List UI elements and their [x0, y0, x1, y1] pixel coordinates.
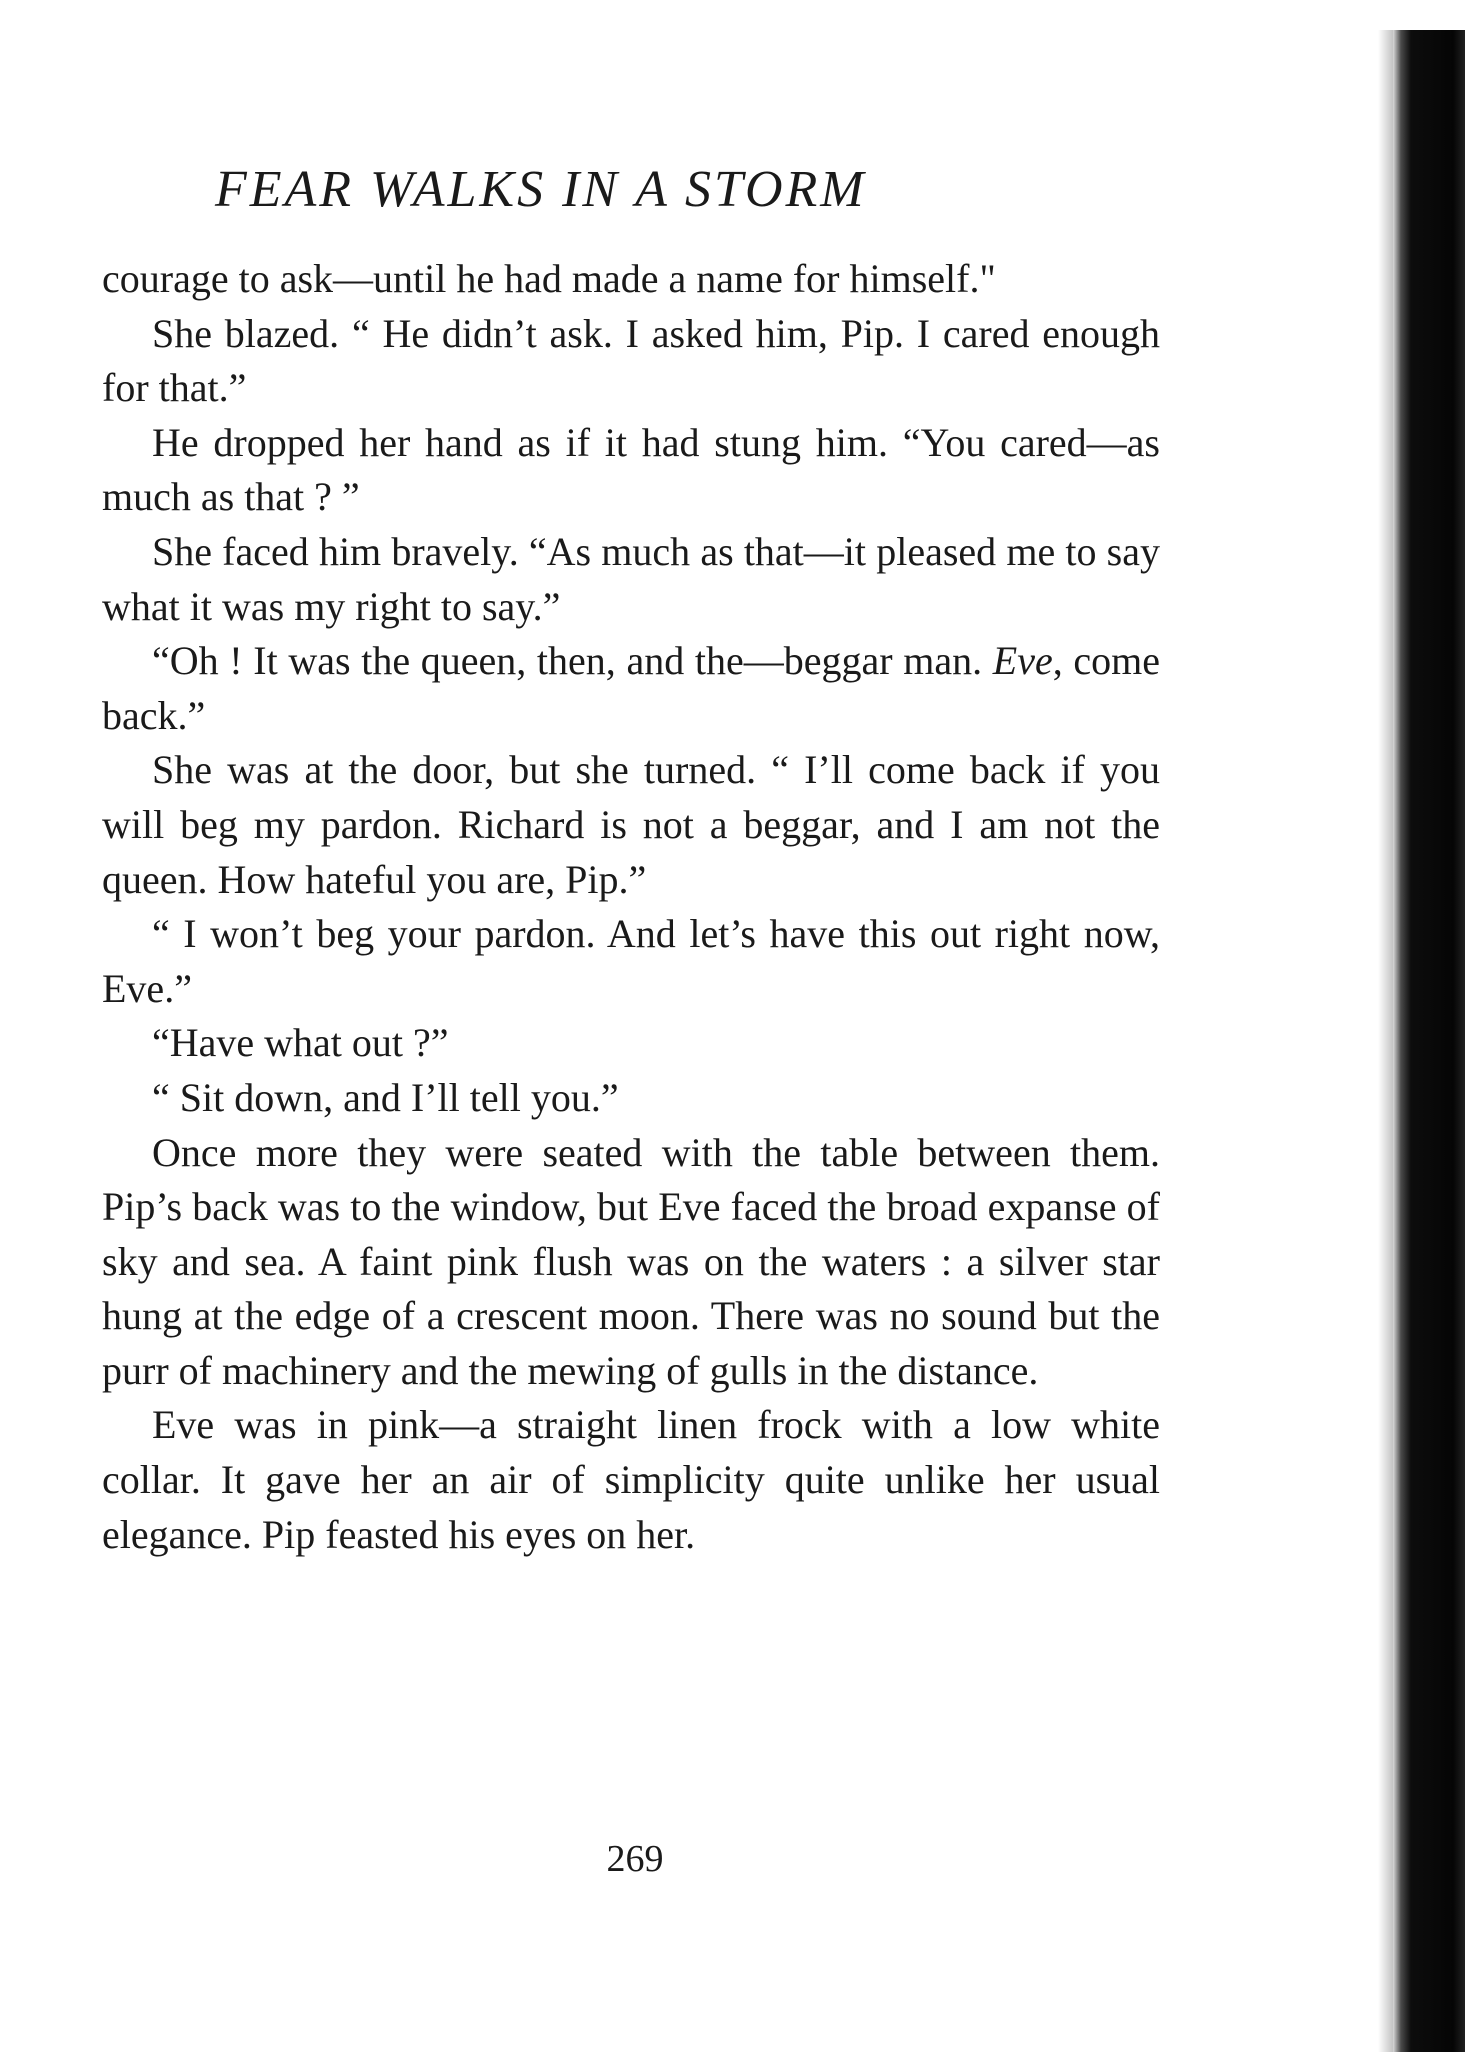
- paragraph: Eve was in pink—a straight linen frock with a low white collar. It gave her an air of simplicity quite unlike her usual elegance. Pip feasted his eyes on her.: [102, 1402, 1160, 1557]
- paragraph-text: , come back.”: [102, 638, 1160, 738]
- paragraph: courage to ask—until he had made a name for himself.": [102, 256, 996, 301]
- paragraph: [102, 634, 1160, 743]
- paragraph: She was at the door, but she turned. “ I’ll come back if you will beg my pardon. Richard is not a beggar, and I am not the queen. How hateful you are, Pip.”: [102, 747, 1160, 902]
- paragraph: He dropped her hand as if it had stung him. “You cared—as much as that ? ”: [102, 419, 1160, 520]
- paragraph: “ Sit down, and I’ll tell you.”: [152, 1074, 619, 1120]
- paragraph: She faced him bravely. “As much as that—it pleased me to say what it was my right to say.”: [102, 528, 1160, 629]
- paragraph: Once more they were seated with the table between them. Pip’s back was to the window, but Eve faced the broad expanse of sky and sea. A faint pink flush was on the waters : a silver star hung at the edge of a crescent moon. There was no sound but the purr of machinery and the mewing of gulls in the distance.: [102, 1129, 1160, 1393]
- emphasized-name: Eve: [992, 638, 1053, 684]
- paragraph: She blazed. “ He didn’t ask. I asked him, Pip. I cared enough for that.”: [102, 310, 1160, 411]
- paragraph: “Have what out ?”: [152, 1020, 449, 1066]
- page-number: 269: [606, 1838, 664, 1880]
- paragraph-text: “Oh ! It was the queen, then, and the—beggar man.: [152, 638, 993, 684]
- paragraph: “ I won’t beg your pardon. And let’s have this out right now, Eve.”: [102, 911, 1160, 1011]
- body-text: [102, 252, 1160, 1562]
- binding-edge: [1393, 30, 1465, 2052]
- running-title: FEAR WALKS IN A STORM: [215, 161, 867, 218]
- binding-shadow: [1378, 30, 1394, 2052]
